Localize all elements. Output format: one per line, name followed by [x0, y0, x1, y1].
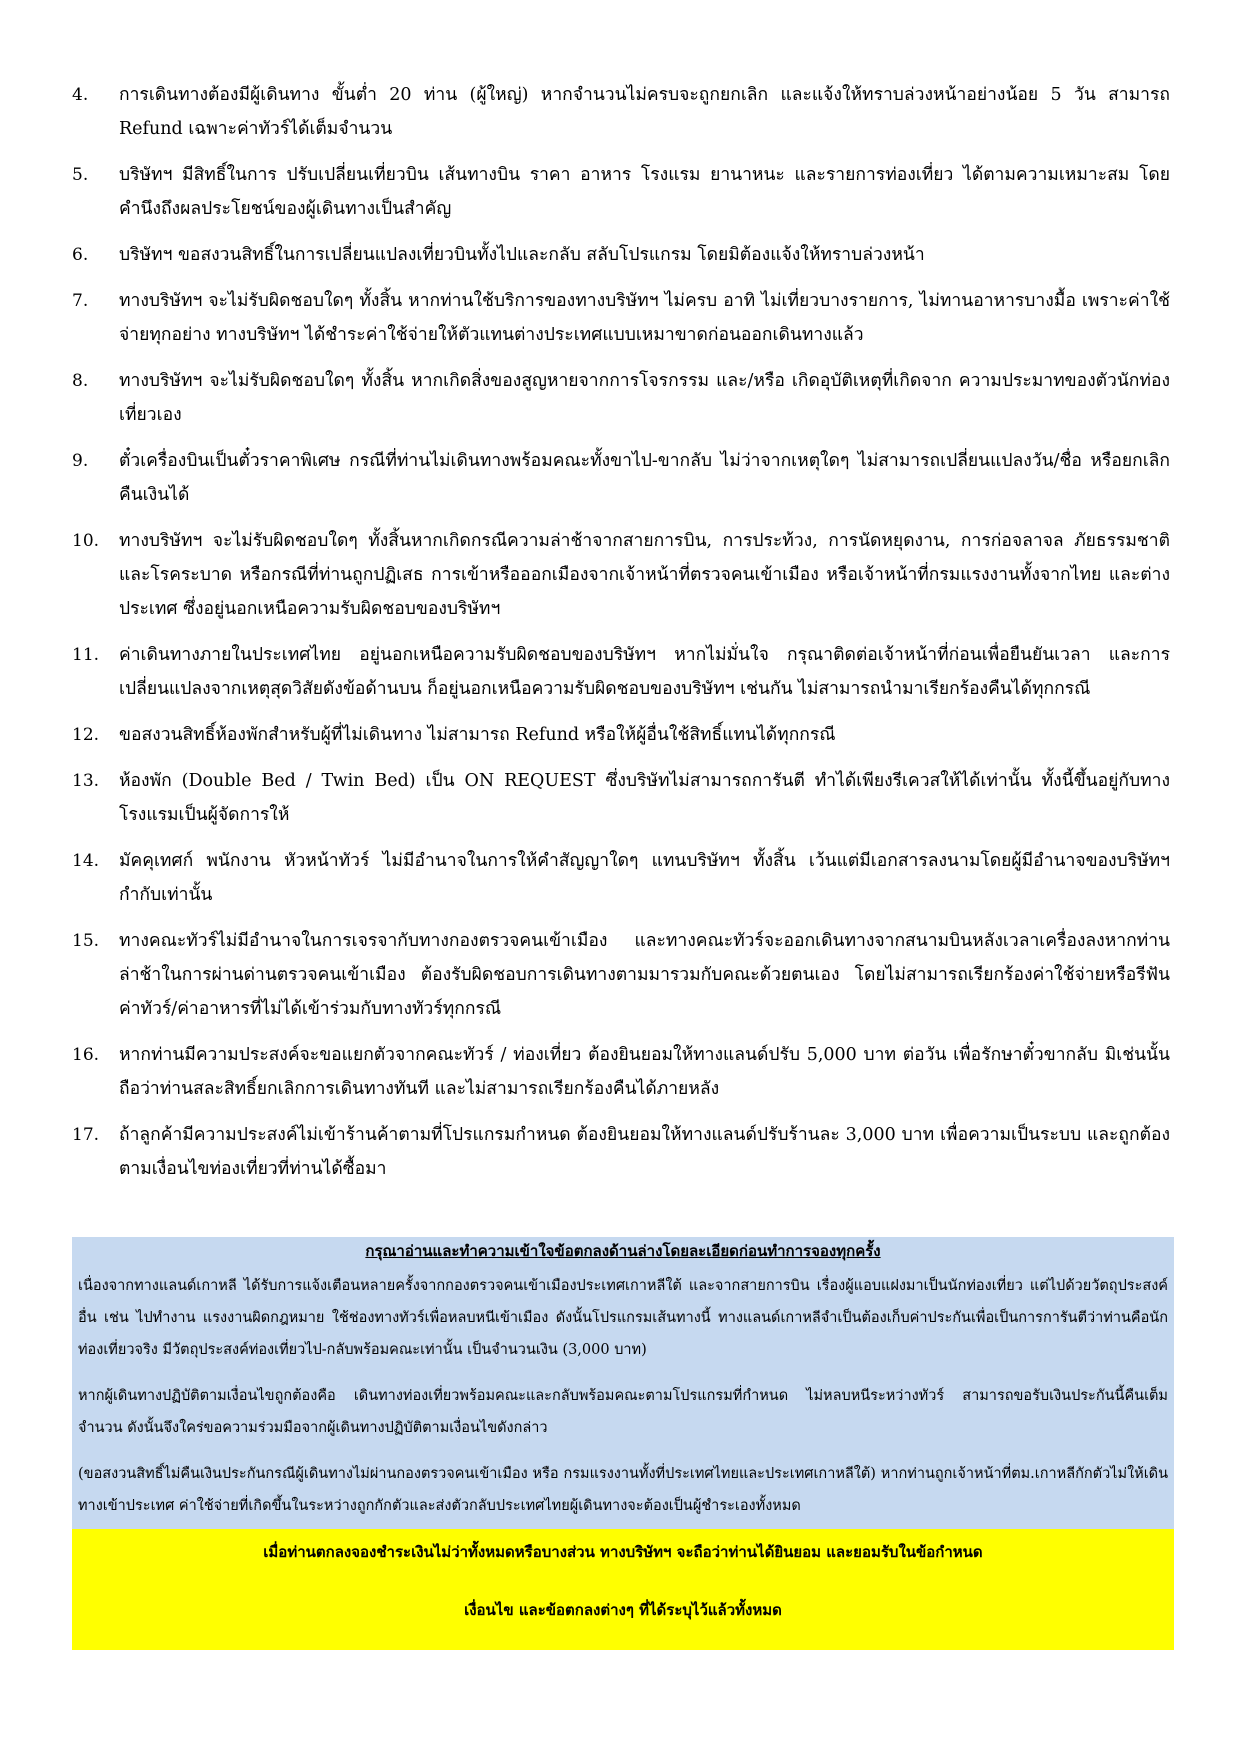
term-text: ทางบริษัทฯ จะไม่รับผิดชอบใดๆ ทั้งสิ้น หากเกิดสิ่งของสูญหายจากการโจรกรรม และ/หรือ เกิดอุบัติเหตุที่เกิดจาก ความประมาทของตัวนักท่องเที่ยวเอง	[119, 371, 1170, 425]
acceptance-box	[72, 1529, 1174, 1650]
term-item	[72, 924, 1170, 1026]
term-text: ค่าเดินทางภายในประเทศไทย อยู่นอกเหนือความรับผิดชอบของบริษัทฯ หากไม่มั่นใจ กรุณาติดต่อเจ้าหน้าที่ก่อนเพื่อยืนยันเวลา และการเปลี่ยนแปลงจากเหตุสุดวิสัยดังข้อด้านบน ก็อยู่นอกเหนือความรับผิดชอบของบริษัทฯ เช่นกัน ไม่สามารถนำมาเรียกร้องคืนได้ทุกกรณี	[119, 645, 1170, 699]
term-number: 8.	[72, 371, 89, 391]
term-text: ห้องพัก (Double Bed / Twin Bed) เป็น ON REQUEST ซึ่งบริษัทไม่สามารถการันตี ทำได้เพียงรีเควสให้ได้เท่านั้น ทั้งนี้ขึ้นอยู่กับทางโรงแรมเป็นผู้จัดการให้	[119, 771, 1170, 825]
acceptance-line: เมื่อท่านตกลงจองชำระเงินไม่ว่าทั้งหมดหรือบางส่วน ทางบริษัทฯ จะถือว่าท่านได้ยินยอม และยอมรับในข้อกำหนด	[263, 1543, 983, 1561]
notice-paragraph: (ขอสงวนสิทธิ์ไม่คืนเงินประกันกรณีผู้เดินทางไม่ผ่านกองตรวจคนเข้าเมือง หรือ กรมแรงงานทั้งที่ประเทศไทยและประเทศเกาหลีใต้) หากท่านถูกเจ้าหน้าที่ตม.เกาหลีกักตัวไม่ให้เดินทางเข้าประเทศ ค่าใช้จ่ายที่เกิดขึ้นในระหว่างถูกกักตัวและส่งตัวกลับประเทศไทยผู้เดินทางจะต้องเป็นผู้ชำระเองทั้งหมด	[78, 1466, 1168, 1514]
term-number: 10.	[72, 531, 100, 551]
term-number: 11.	[72, 645, 100, 665]
term-item	[72, 238, 1170, 272]
term-number: 15.	[72, 931, 100, 951]
term-item	[72, 1038, 1170, 1106]
term-text: การเดินทางต้องมีผู้เดินทาง ขั้นต่ำ 20 ท่าน (ผู้ใหญ่) หากจำนวนไม่ครบจะถูกยกเลิก และแจ้งให้ทราบล่วงหน้าอย่างน้อย 5 วัน สามารถ Refund เฉพาะค่าทัวร์ได้เต็มจำนวน	[119, 85, 1170, 139]
term-item	[72, 444, 1170, 512]
term-text: ทางบริษัทฯ จะไม่รับผิดชอบใดๆ ทั้งสิ้นหากเกิดกรณีความล่าช้าจากสายการบิน, การประท้วง, การนัดหยุดงาน, การก่อจลาจล ภัยธรรมชาติ และโรคระบาด หรือกรณีที่ท่านถูกปฏิเสธ การเข้าหรือออกเมืองจากเจ้าหน้าที่ตรวจคนเข้าเมือง หรือเจ้าหน้าที่กรมแรงงานทั้งจากไทย และต่างประเทศ ซึ่งอยู่นอกเหนือความรับผิดชอบของบริษัทฯ	[119, 531, 1170, 619]
term-item	[72, 284, 1170, 352]
term-text: ขอสงวนสิทธิ์ห้องพักสำหรับผู้ที่ไม่เดินทาง ไม่สามารถ Refund หรือให้ผู้อื่นใช้สิทธิ์แทนได้ทุกกรณี	[119, 725, 836, 745]
term-item	[72, 764, 1170, 832]
term-text: ตั๋วเครื่องบินเป็นตั๋วราคาพิเศษ กรณีที่ท่านไม่เดินทางพร้อมคณะทั้งขาไป-ขากลับ ไม่ว่าจากเหตุใดๆ ไม่สามารถเปลี่ยนแปลงวัน/ชื่อ หรือยกเลิกคืนเงินได้	[119, 451, 1170, 505]
terms-list	[72, 78, 1170, 1198]
term-item	[72, 638, 1170, 706]
term-number: 6.	[72, 245, 89, 265]
term-text: บริษัทฯ มีสิทธิ์ในการ ปรับเปลี่ยนเที่ยวบิน เส้นทางบิน ราคา อาหาร โรงแรม ยานาหนะ และรายการท่องเที่ยว ได้ตามความเหมาะสม โดยคำนึงถึงผลประโยชน์ของผู้เดินทางเป็นสำคัญ	[119, 165, 1170, 219]
term-text: หากท่านมีความประสงค์จะขอแยกตัวจากคณะทัวร์ / ท่องเที่ยว ต้องยินยอมให้ทางแลนด์ปรับ 5,000 บาท ต่อวัน เพื่อรักษาตั๋วขากลับ มิเช่นนั้นถือว่าท่านสละสิทธิ์ยกเลิกการเดินทางทันที และไม่สามารถเรียกร้องคืนได้ภายหลัง	[119, 1045, 1170, 1099]
notice-paragraph: หากผู้เดินทางปฏิบัติตามเงื่อนไขถูกต้องคือ เดินทางท่องเที่ยวพร้อมคณะและกลับพร้อมคณะตามโปรแกรมที่กำหนด ไม่หลบหนีระหว่างทัวร์ สามารถขอรับเงินประกันนี้คืนเต็มจำนวน ดังนั้นจึงใคร่ขอความร่วมมือจากผู้เดินทางปฏิบัติตามเงื่อนไขดังกล่าว	[78, 1388, 1168, 1436]
term-item	[72, 364, 1170, 432]
term-text: มัคคุเทศก์ พนักงาน หัวหน้าทัวร์ ไม่มีอำนาจในการให้คำสัญญาใดๆ แทนบริษัทฯ ทั้งสิ้น เว้นแต่มีเอกสารลงนามโดยผู้มีอำนาจของบริษัทฯ กำกับเท่านั้น	[119, 851, 1170, 905]
term-number: 5.	[72, 165, 89, 185]
term-item	[72, 844, 1170, 912]
term-number: 9.	[72, 451, 89, 471]
term-item	[72, 718, 1170, 752]
term-item	[72, 524, 1170, 626]
term-number: 4.	[72, 85, 89, 105]
deposit-notice-box	[72, 1237, 1174, 1529]
notice-title: กรุณาอ่านและทำความเข้าใจข้อตกลงด้านล่างโดยละเอียดก่อนทำการจองทุกครั้ง	[365, 1242, 881, 1260]
term-item	[72, 78, 1170, 146]
term-text: ถ้าลูกค้ามีความประสงค์ไม่เข้าร้านค้าตามที่โปรแกรมกำหนด ต้องยินยอมให้ทางแลนด์ปรับร้านละ 3,000 บาท เพื่อความเป็นระบบ และถูกต้องตามเงื่อนไขท่องเที่ยวที่ท่านได้ซื้อมา	[119, 1125, 1170, 1179]
term-text: ทางบริษัทฯ จะไม่รับผิดชอบใดๆ ทั้งสิ้น หากท่านใช้บริการของทางบริษัทฯ ไม่ครบ อาทิ ไม่เที่ยวบางรายการ, ไม่ทานอาหารบางมื้อ เพราะค่าใช้จ่ายทุกอย่าง ทางบริษัทฯ ได้ชำระค่าใช้จ่ายให้ตัวแทนต่างประเทศแบบเหมาขาดก่อนออกเดินทางแล้ว	[119, 291, 1170, 345]
term-item	[72, 1118, 1170, 1186]
term-number: 13.	[72, 771, 100, 791]
notice-paragraph: เนื่องจากทางแลนด์เกาหลี ได้รับการแจ้งเตือนหลายครั้งจากกองตรวจคนเข้าเมืองประเทศเกาหลีใต้ และจากสายการบิน เรื่องผู้แอบแฝงมาเป็นนักท่องเที่ยว แต่ไปด้วยวัตถุประสงค์อื่น เช่น ไปทำงาน แรงงานผิดกฎหมาย ใช้ช่องทางทัวร์เพื่อหลบหนีเข้าเมือง ดังนั้นโปรแกรมเส้นทางนี้ ทางแลนด์เกาหลีจำเป็นต้องเก็บค่าประกันเพื่อเป็นการการันตีว่าท่านคือนักท่องเที่ยวจริง มีวัตถุประสงค์ท่องเที่ยวไป-กลับพร้อมคณะเท่านั้น เป็นจำนวนเงิน (3,000 บาท)	[78, 1278, 1168, 1358]
term-number: 16.	[72, 1045, 100, 1065]
term-text: ทางคณะทัวร์ไม่มีอำนาจในการเจรจากับทางกองตรวจคนเข้าเมือง และทางคณะทัวร์จะออกเดินทางจากสนามบินหลังเวลาเครื่องลงหากท่านล่าช้าในการผ่านด่านตรวจคนเข้าเมือง ต้องรับผิดชอบการเดินทางตามมารวมกับคณะด้วยตนเอง โดยไม่สามารถเรียกร้องค่าใช้จ่ายหรือรีฟันค่าทัวร์/ค่าอาหารที่ไม่ได้เข้าร่วมกับทางทัวร์ทุกกรณี	[119, 931, 1170, 1019]
term-item	[72, 158, 1170, 226]
term-number: 14.	[72, 851, 100, 871]
term-text: บริษัทฯ ขอสงวนสิทธิ์ในการเปลี่ยนแปลงเที่ยวบินทั้งไปและกลับ สลับโปรแกรม โดยมิต้องแจ้งให้ทราบล่วงหน้า	[119, 245, 925, 265]
acceptance-line: เงื่อนไข และข้อตกลงต่างๆ ที่ได้ระบุไว้แล้วทั้งหมด	[464, 1601, 782, 1619]
term-number: 17.	[72, 1125, 100, 1145]
term-number: 12.	[72, 725, 100, 745]
term-number: 7.	[72, 291, 89, 311]
